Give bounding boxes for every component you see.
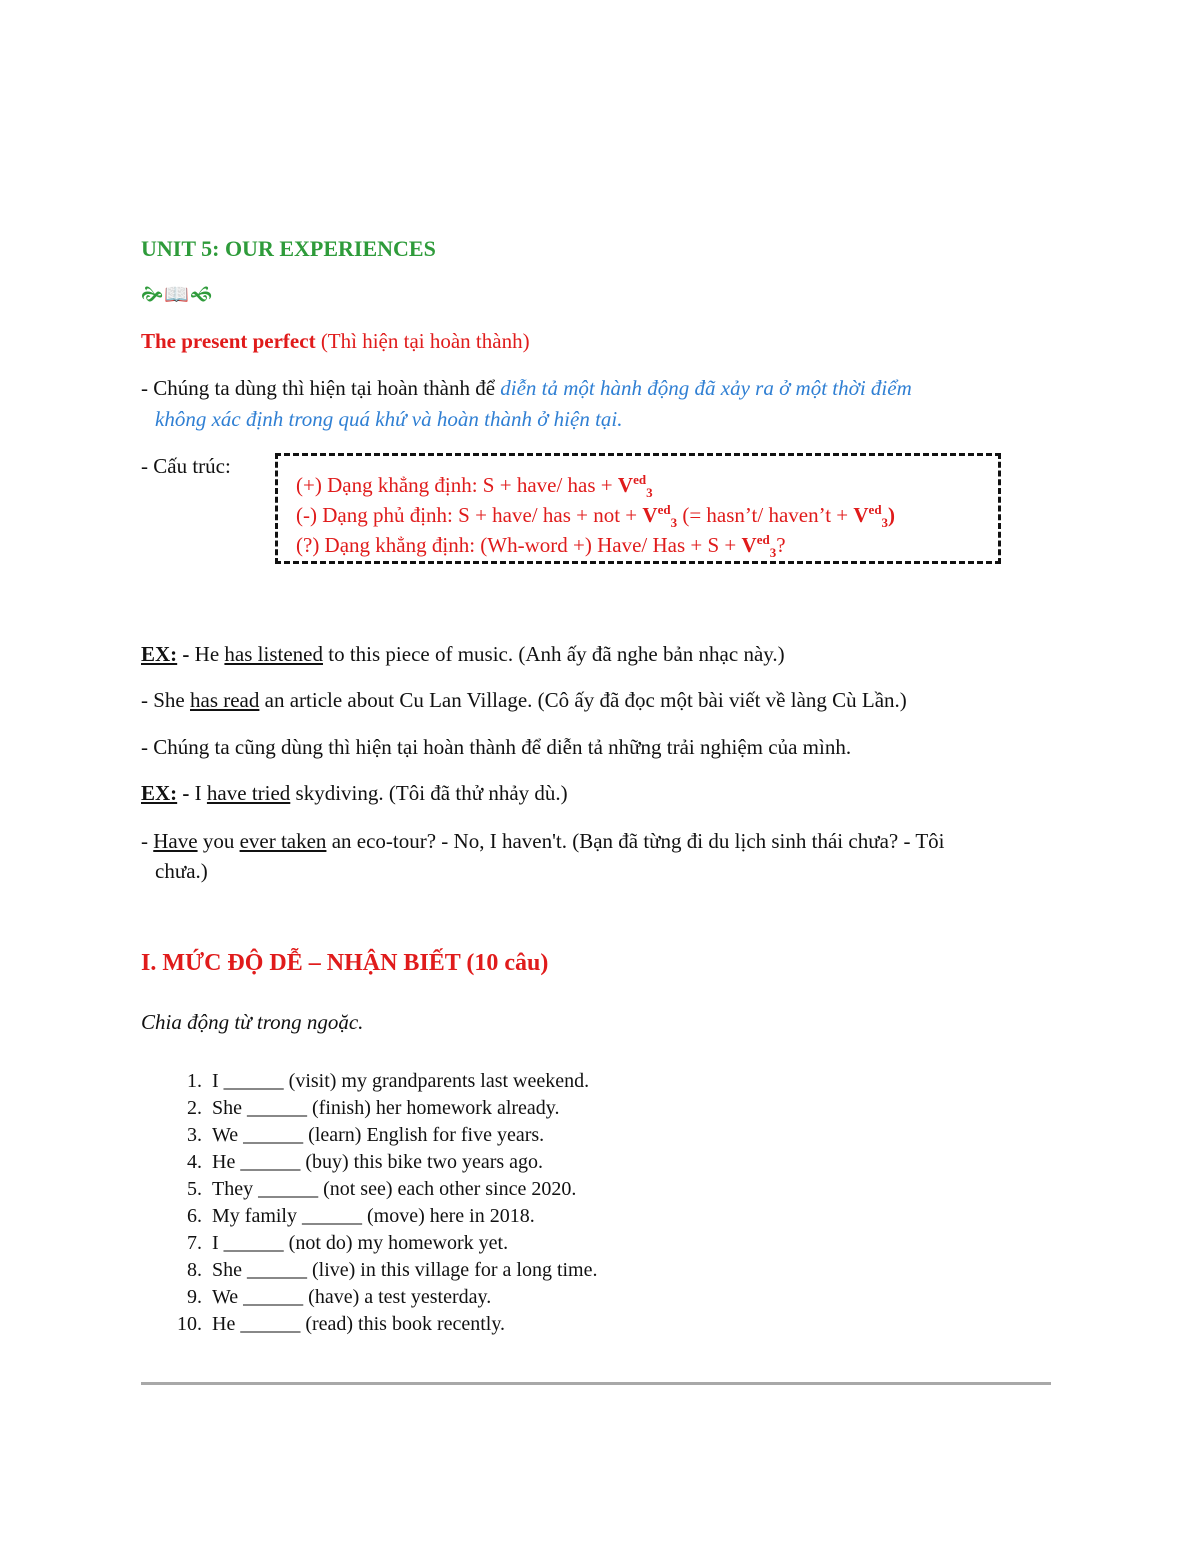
verb-sub: 3 xyxy=(769,545,777,561)
example-dash: - xyxy=(177,781,195,805)
formula-positive xyxy=(296,470,653,500)
verb-symbol: V xyxy=(642,503,658,527)
exercise-item xyxy=(170,1257,598,1284)
example-verb: ever taken xyxy=(239,829,327,853)
verb-sup: ed xyxy=(633,472,647,487)
verb-sup: ed xyxy=(868,502,882,517)
book-ornament-icon: 🙞📖🙜 xyxy=(141,284,214,306)
formula-positive-text: (+) Dạng khẳng định: S + have/ has + xyxy=(296,473,618,497)
exercise-text: He ______ (read) this book recently. xyxy=(212,1313,506,1335)
example-3 xyxy=(141,778,568,808)
exercise-number: 7. xyxy=(187,1232,202,1254)
unit-title: UNIT 5: OUR EXPERIENCES xyxy=(141,236,436,261)
example-subject: you xyxy=(197,829,240,853)
heading-rest: (Thì hiện tại hoàn thành) xyxy=(315,329,530,353)
exercise-text: We ______ (have) a test yesterday. xyxy=(212,1286,492,1308)
verb-symbol: V xyxy=(853,503,869,527)
example-dash: - xyxy=(141,688,154,712)
exercise-item xyxy=(170,1203,598,1230)
example-verb: has read xyxy=(190,688,260,712)
section-title: I. MỨC ĐỘ DỄ – NHẬN BIẾT (10 câu) xyxy=(141,950,549,976)
exercise-text: She ______ (finish) her homework already. xyxy=(212,1097,560,1119)
formula-negative-end: ) xyxy=(888,503,896,527)
structure-label: - Cấu trúc: xyxy=(141,454,231,478)
example-dash: - xyxy=(141,829,154,853)
formula-negative xyxy=(296,500,895,530)
verb-sup: ed xyxy=(657,502,671,517)
exercise-text: He ______ (buy) this bike two years ago. xyxy=(212,1151,544,1173)
exercise-number: 5. xyxy=(187,1178,202,1200)
exercise-text: They ______ (not see) each other since 2020. xyxy=(212,1178,577,1200)
exercise-number: 1. xyxy=(187,1070,202,1092)
exercise-number: 4. xyxy=(187,1151,202,1173)
formula-question-end: ? xyxy=(776,533,786,557)
usage-plain: - Chúng ta dùng thì hiện tại hoàn thành để xyxy=(141,376,501,400)
example-rest: an article about Cu Lan Village. (Cô ấy đã đọc một bài viết về làng Cù Lần.) xyxy=(259,688,907,712)
usage-italic-1: diễn tả một hành động đã xảy ra ở một thời điểm xyxy=(500,376,912,400)
example-verb: has listened xyxy=(224,642,323,666)
usage-italic-2: không xác định trong quá khứ và hoàn thành ở hiện tại. xyxy=(155,407,623,431)
exercise-text: She ______ (live) in this village for a long time. xyxy=(212,1259,598,1281)
example-label: EX: xyxy=(141,781,178,805)
exercise-item xyxy=(170,1230,598,1257)
exercise-number: 6. xyxy=(187,1205,202,1227)
page-divider xyxy=(141,1382,1051,1385)
example-2 xyxy=(141,685,907,715)
example-verb: have tried xyxy=(206,781,291,805)
exercise-list xyxy=(170,1068,598,1338)
grammar-heading xyxy=(141,326,530,356)
exercise-instruction: Chia động từ trong ngoặc. xyxy=(141,1010,364,1034)
usage-line-1 xyxy=(141,373,912,403)
verb-symbol: V xyxy=(741,533,757,557)
verb-sup: ed xyxy=(756,532,770,547)
usage-line-2: - Chúng ta cũng dùng thì hiện tại hoàn thành để diễn tả những trải nghiệm của mình. xyxy=(141,735,852,759)
example-4-continued: chưa.) xyxy=(155,859,208,883)
exercise-number: 9. xyxy=(187,1286,202,1308)
verb-sub: 3 xyxy=(881,515,889,531)
example-rest: an eco-tour? - No, I haven't. (Bạn đã từng đi du lịch sinh thái chưa? - Tôi xyxy=(326,829,945,853)
example-subject: I xyxy=(194,781,207,805)
example-label: EX: xyxy=(141,642,178,666)
example-subject: He xyxy=(194,642,225,666)
example-dash: - xyxy=(177,642,195,666)
exercise-item xyxy=(170,1122,598,1149)
exercise-number: 8. xyxy=(187,1259,202,1281)
example-1 xyxy=(141,639,785,669)
formula-negative-mid: (= hasn’t/ haven’t + xyxy=(677,503,854,527)
example-subject: She xyxy=(153,688,190,712)
heading-bold: The present perfect xyxy=(141,329,316,353)
verb-symbol: V xyxy=(617,473,634,497)
example-rest: to this piece of music. (Anh ấy đã nghe bản nhạc này.) xyxy=(322,642,785,666)
exercise-item xyxy=(170,1095,598,1122)
example-verb: Have xyxy=(153,829,198,853)
exercise-item xyxy=(170,1176,598,1203)
example-rest: skydiving. (Tôi đã thử nhảy dù.) xyxy=(290,781,568,805)
exercise-text: My family ______ (move) here in 2018. xyxy=(212,1205,535,1227)
formula-question-text: (?) Dạng khẳng định: (Wh-word +) Have/ Has + S + xyxy=(296,533,742,557)
exercise-item xyxy=(170,1311,598,1338)
formula-question xyxy=(296,530,786,560)
verb-sub: 3 xyxy=(646,485,653,501)
formula-box xyxy=(275,453,1001,564)
exercise-text: We ______ (learn) English for five years. xyxy=(212,1124,545,1146)
formula-negative-text: (-) Dạng phủ định: S + have/ has + not + xyxy=(296,503,643,527)
exercise-item xyxy=(170,1068,598,1095)
verb-sub: 3 xyxy=(670,515,678,531)
exercise-number: 10. xyxy=(177,1313,202,1335)
exercise-item xyxy=(170,1149,598,1176)
exercise-text: I ______ (visit) my grandparents last weekend. xyxy=(212,1070,590,1092)
exercise-number: 2. xyxy=(187,1097,202,1119)
exercise-item xyxy=(170,1284,598,1311)
example-4 xyxy=(141,826,945,856)
exercise-text: I ______ (not do) my homework yet. xyxy=(212,1232,509,1254)
exercise-number: 3. xyxy=(187,1124,202,1146)
